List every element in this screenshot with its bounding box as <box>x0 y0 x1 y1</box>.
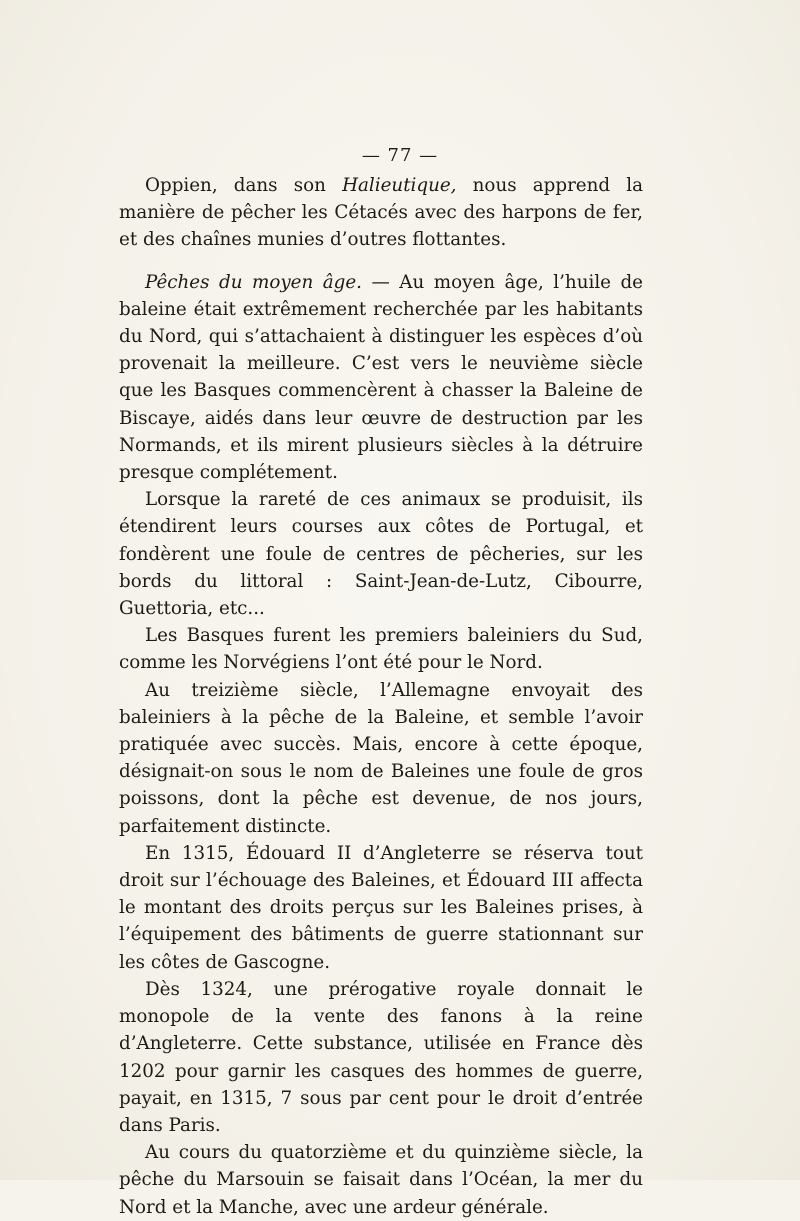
section-heading-peches-moyen-age: Pêches du moyen âge. <box>145 271 362 293</box>
page-number: — 77 — <box>361 145 439 166</box>
paragraph-rarete: Lorsque la rareté de ces animaux se produisit, ils étendirent leurs courses aux côtes de Portugal, et fondèrent une foule de centres de pêcheries, sur les bords du littoral : Saint-Jean-de-Lutz, Cibourre, Guettoria, etc... <box>119 489 643 620</box>
paragraph-oppien-text-end: nous apprend la manière de pêcher les Cétacés avec des harpons de fer, et des chaînes munies d’outres flottantes. <box>119 175 644 251</box>
paragraph-quatorzieme-siecle: Au cours du quatorzième et du quinzième siècle, la pêche du Marsouin se faisait dans l’Océan, la mer du Nord et la Manche, avec une ardeur générale. <box>119 1142 643 1218</box>
paragraph-1324: Dès 1324, une prérogative royale donnait le monopole de la vente des fanons à la reine d’Angleterre. Cette substance, utilisée en France dès 1202 pour garnir les casques des hommes de guerre, payait, en 1315, 7 sous par cent pour le droit d’entrée dans Paris. <box>119 978 643 1136</box>
paragraph-1315: En 1315, Édouard II d’Angleterre se réserva tout droit sur l’échouage des Baleines, et Édouard III affecta le montant des droits perçus sur les Baleines prises, à l’équipement des bâtiments de guerre stationnant sur les côtes de Gascogne. <box>119 842 643 973</box>
paragraph-basques: Les Basques furent les premiers baleiniers du Sud, comme les Norvégiens l’ont été pour le Nord. <box>119 625 643 674</box>
paragraph-oppien-text-start: Oppien, dans son <box>145 175 343 196</box>
paragraph-peches-moyen-age <box>119 269 643 487</box>
paragraph-treizieme-siecle: Au treizième siècle, l’Allemagne envoyait des baleiniers à la pêche de la Baleine, et semble l’avoir pratiquée avec succès. Mais, encore à cette époque, désignait-on sous le nom de Baleines une foule de gros poissons, dont la pêche est devenue, de nos jours, parfaitement distincte. <box>119 679 643 837</box>
body-text <box>119 172 643 1221</box>
paragraph-peches-moyen-age-text: — Au moyen âge, l’huile de baleine était extrêmement recherchée par les habitants du Nord, qui s’attachaient à distinguer les espèces d’où provenait la meilleure. C’est vers le neuvième siècle que les Basques commencèrent à chasser la Baleine de Biscaye, aidés dans leur œuvre de destruction par les Normands, et ils mirent plusieurs siècles à la détruire presque complétement. <box>119 271 644 484</box>
paragraph-oppien <box>119 172 643 254</box>
halieutique-title: Halieutique, <box>342 175 457 196</box>
